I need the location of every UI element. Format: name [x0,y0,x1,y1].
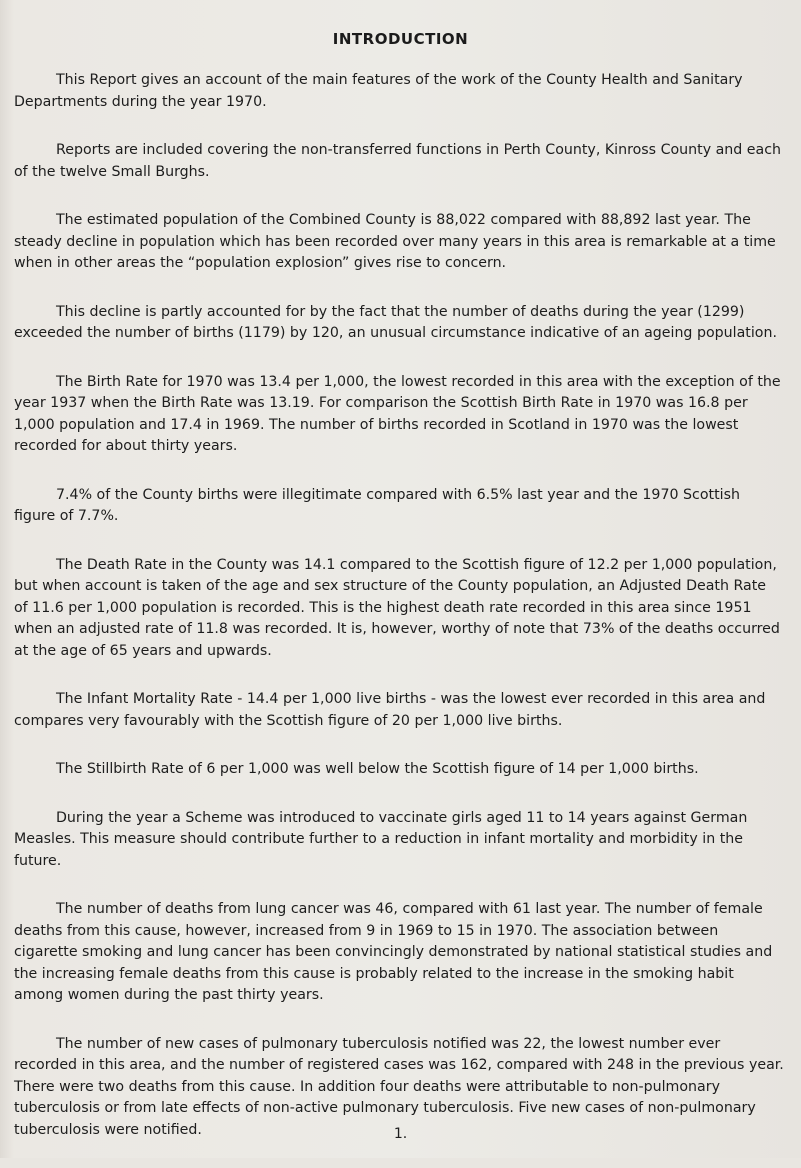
paragraph-illegitimate-births: 7.4% of the County births were illegitimate compared with 6.5% last year and the 1970 Scottish figure of 7.7%. [14,486,740,524]
report-body [14,70,784,1168]
paragraph-report-scope: This Report gives an account of the main features of the work of the County Health and Sanitary Departments during the year 1970. [14,72,743,110]
paragraph-death-rate: The Death Rate in the County was 14.1 compared to the Scottish figure of 12.2 per 1,000 population, but when account is taken of the age and sex structure of the County population, an Adjusted Death Rate of 11.6 per 1,000 population is recorded. This is the highest death rate recorded in this area since 1951 when an adjusted rate of 11.8 was recorded. It is, however, worthy of note that 73% of the deaths occurred at the age of 65 years and upwards. [14,556,780,659]
paragraph-stillbirth-rate: The Stillbirth Rate of 6 per 1,000 was well below the Scottish figure of 14 per 1,000 births. [56,761,699,777]
paragraph-population-decline: This decline is partly accounted for by the fact that the number of deaths during the year (1299) exceeded the number of births (1179) by 120, an unusual circumstance indicative of an ageing population. [14,303,777,341]
page-number: 1. [393,1126,408,1142]
paragraph-lung-cancer: The number of deaths from lung cancer was 46, compared with 61 last year. The number of female deaths from this cause, however, increased from 9 in 1969 to 15 in 1970. The association between cigarette smoking and lung cancer has been convincingly demonstrated by national statistical studies and the increasing female deaths from this cause is probably related to the increase in the smoking habit among women during the past thirty years. [14,901,773,1003]
paragraph-tuberculosis: The number of new cases of pulmonary tuberculosis notified was 22, the lowest number ever recorded in this area, and the number of registered cases was 162, compared with 248 in the previous year. There were two deaths from this cause. In addition four deaths were attributable to non-pulmonary tuberculosis or from late effects of non-active pulmonary tuberculosis. Five new cases of non-pulmonary tuberculosis were notified. [14,1035,784,1138]
paragraph-population-estimate: The estimated population of the Combined County is 88,022 compared with 88,892 last year. The steady decline in population which has been recorded over many years in this area is remarkable at a time when in other areas the “population explosion” gives rise to concern. [14,212,776,271]
paragraph-german-measles-scheme: During the year a Scheme was introduced to vaccinate girls aged 11 to 14 years against German Measles. This measure should contribute further to a reduction in infant mortality and morbidity in the future. [14,809,748,869]
page-title: INTRODUCTION [332,30,469,48]
paragraph-infant-mortality: The Infant Mortality Rate - 14.4 per 1,000 live births - was the lowest ever recorded in this area and compares very favourably with the Scottish figure of 20 per 1,000 live births. [14,691,766,729]
paragraph-birth-rate: The Birth Rate for 1970 was 13.4 per 1,000, the lowest recorded in this area with the exception of the year 1937 when the Birth Rate was 13.19. For comparison the Scottish Birth Rate in 1970 was 16.8 per 1,000 population and 17.4 in 1969. The number of births recorded in Scotland in 1970 was the lowest recorded for about thirty years. [14,373,781,454]
paragraph-reports-included: Reports are included covering the non-transferred functions in Perth County, Kinross County and each of the twelve Small Burghs. [14,142,782,180]
